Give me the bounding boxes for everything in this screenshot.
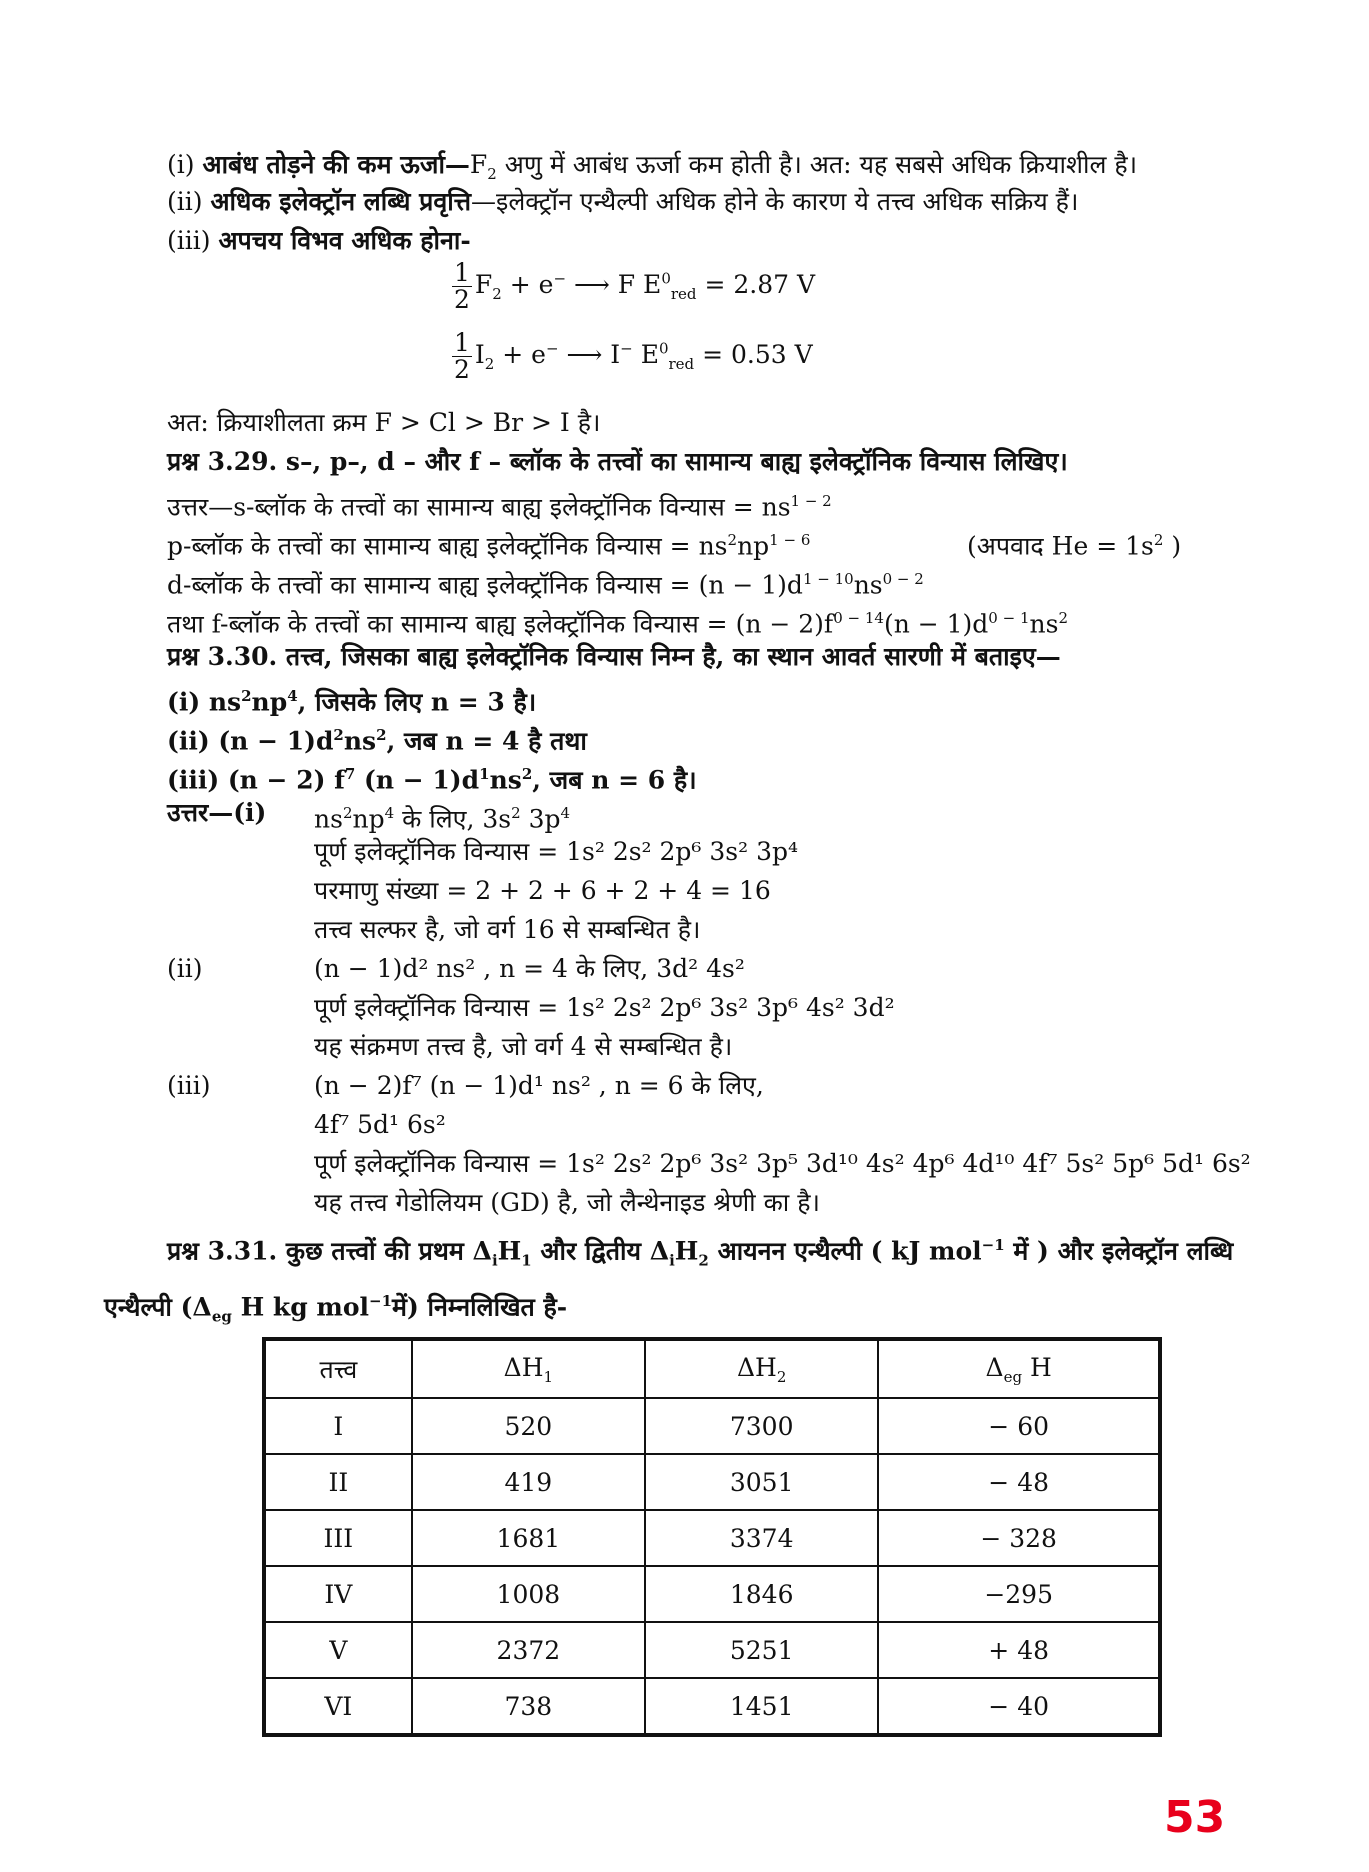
- table-cell: 2372: [412, 1622, 645, 1678]
- answer-p-block: p-ब्लॉक के तत्त्वों का सामान्य बाह्य इलेक्ट्रॉनिक विन्यास = $ns^2np^{1 - 6}$ (अपवाद $He = 1s^2$ ): [167, 523, 810, 563]
- line-reactivity-order: अत: क्रियाशीलता क्रम F > Cl > Br > I है।: [167, 408, 601, 437]
- question-3-29: प्रश्न 3.29. s–, p–, d – और f – ब्लॉक के तत्त्वों का सामान्य बाह्य इलेक्ट्रॉनिक विन्यास लिखिए।: [167, 447, 1068, 476]
- line-low-bond-energy: (i) आबंध तोड़ने की कम $ऊर्जा—F_2$ अणु में आबंध ऊर्जा कम होती है। अत: यह सबसे अधिक क्रियाशील है।: [167, 150, 1138, 183]
- equation-fluorine: $\frac{1}{2}$ $F_2 + e^-$ ⟶ F $E^0_{red} = 2.87$ V: [454, 258, 816, 314]
- table-cell: − 40: [878, 1678, 1160, 1735]
- answer-i-line2: पूर्ण इलेक्ट्रॉनिक विन्यास = 1s² 2s² 2p⁶ 3s² 3p⁴: [314, 837, 799, 866]
- table-cell: IV: [264, 1566, 412, 1622]
- header-dh2: $\Delta H_2$: [645, 1339, 878, 1398]
- table-cell: 520: [412, 1398, 645, 1454]
- answer-iii-line2: 4f⁷ 5d¹ 6s²: [314, 1110, 446, 1139]
- question-3-30-iii: (iii) (n − 2) $f^7$ $(n - 1)d^1ns^2$, जब n = 6 है।: [167, 765, 697, 795]
- answer-iii-line3: पूर्ण इलेक्ट्रॉनिक विन्यास = 1s² 2s² 2p⁶ 3s² 3p⁵ 3d¹⁰ 4s² 4p⁶ 4d¹⁰ 4f⁷ 5s² 5p⁶ 5d¹ 6s²: [314, 1149, 1251, 1178]
- table-row: [264, 1510, 1160, 1566]
- question-3-30-i: (i) $ns^2np^4$, जिसके लिए n = 3 है।: [167, 687, 537, 717]
- table-cell: 7300: [645, 1398, 878, 1454]
- table-cell: + 48: [878, 1622, 1160, 1678]
- table-cell: 738: [412, 1678, 645, 1735]
- table-row: [264, 1566, 1160, 1622]
- answer-d-block: d-ब्लॉक के तत्त्वों का सामान्य बाह्य इलेक्ट्रॉनिक विन्यास = $(n - 1)d^{1 - 10}ns^{0 - 2}$: [167, 570, 924, 600]
- table-cell: 5251: [645, 1622, 878, 1678]
- table-row: [264, 1398, 1160, 1454]
- header-element: तत्त्व: [264, 1339, 412, 1398]
- table-row: [264, 1622, 1160, 1678]
- answer-f-block: तथा f-ब्लॉक के तत्त्वों का सामान्य बाह्य इलेक्ट्रॉनिक विन्यास = $(n - 2)f^{0 - 14}(n - 1)d^{0 - 1}ns^2$: [167, 609, 1068, 639]
- table-cell: I: [264, 1398, 412, 1454]
- line-electron-gain: (ii) अधिक इलेक्ट्रॉन लब्धि प्रवृत्ति—इलेक्ट्रॉन एन्थैल्पी अधिक होने के कारण ये तत्त्व अधिक सक्रिय हैं।: [167, 187, 1079, 216]
- question-3-31-line2: एन्थैल्पी ($\Delta_{eg}$ H kg mol$^{-1}$में) निम्नलिखित है-: [104, 1292, 568, 1326]
- table-cell: 419: [412, 1454, 645, 1510]
- answer-ii-line2: पूर्ण इलेक्ट्रॉनिक विन्यास = 1s² 2s² 2p⁶ 3s² 3p⁶ 4s² 3d²: [314, 993, 895, 1022]
- answer-iii-line1: (n − 2)f⁷ (n − 1)d¹ ns² , n = 6 के लिए,: [314, 1071, 764, 1100]
- line-reduction-potential: (iii) अपचय विभव अधिक होना-: [167, 226, 471, 255]
- answer-label-iii: (iii): [167, 1071, 211, 1100]
- table-cell: 3051: [645, 1454, 878, 1510]
- table-cell: 1451: [645, 1678, 878, 1735]
- question-3-30-ii: (ii) $(n - 1)d^2ns^2$, जब n = 4 है तथा: [167, 726, 587, 756]
- answer-label-ii: (ii): [167, 954, 203, 983]
- equation-iodine: $\frac{1}{2}$ $I_2 + e^-$ ⟶ I− $E^0_{red} = 0.53$ V: [454, 328, 813, 384]
- table-cell: 1681: [412, 1510, 645, 1566]
- table-cell: VI: [264, 1678, 412, 1735]
- table-row: [264, 1678, 1160, 1735]
- table-header-row: [264, 1339, 1160, 1398]
- answer-iii-line4: यह तत्त्व गेडोलियम (GD) है, जो लैन्थेनाइड श्रेणी का है।: [314, 1188, 820, 1217]
- table-cell: V: [264, 1622, 412, 1678]
- answer-ii-line3: यह संक्रमण तत्त्व है, जो वर्ग 4 से सम्बन्धित है।: [314, 1032, 733, 1061]
- page-number: 53: [1164, 1792, 1226, 1843]
- header-dh1: $\Delta H_1$: [412, 1339, 645, 1398]
- header-deg: $\Delta_{eg}$ H: [878, 1339, 1160, 1398]
- table-cell: − 328: [878, 1510, 1160, 1566]
- answer-s-block: उत्तर—s-ब्लॉक के तत्त्वों का सामान्य बाह्य इलेक्ट्रॉनिक विन्यास = $ns^{1 - 2}$: [167, 492, 832, 522]
- table-cell: 3374: [645, 1510, 878, 1566]
- question-3-30: प्रश्न 3.30. तत्त्व, जिसका बाह्य इलेक्ट्रॉनिक विन्यास निम्न है, का स्थान आवर्त सारणी में बताइए—: [167, 642, 1061, 671]
- table-row: [264, 1454, 1160, 1510]
- enthalpy-table: [262, 1337, 1162, 1737]
- answer-i-line3: परमाणु संख्या = 2 + 2 + 6 + 2 + 4 = 16: [314, 876, 771, 905]
- fraction-half: $\frac{1}{2}$: [454, 258, 470, 314]
- answer-label-i: उत्तर—(i): [167, 798, 267, 827]
- exception-note: (अपवाद $He = 1s^2$ ): [967, 531, 1182, 561]
- table-cell: − 60: [878, 1398, 1160, 1454]
- table-cell: II: [264, 1454, 412, 1510]
- question-3-31-line1: प्रश्न 3.31. कुछ तत्त्वों की प्रथम $\Delta_iH_1$ और द्वितीय $\Delta_iH_2$ आयनन एन्थैल्पी ( kJ mol$^{-1}$ में ) और इलेक्ट्रॉन लब्धि: [167, 1236, 1234, 1270]
- table-cell: 1846: [645, 1566, 878, 1622]
- table-cell: − 48: [878, 1454, 1160, 1510]
- table-cell: 1008: [412, 1566, 645, 1622]
- table-cell: −295: [878, 1566, 1160, 1622]
- answer-i-line1: $ns^2np^4$ के लिए, $3s^2$ $3p^4$: [314, 804, 571, 834]
- table-cell: III: [264, 1510, 412, 1566]
- fraction-half: $\frac{1}{2}$: [454, 328, 470, 384]
- answer-i-line4: तत्त्व सल्फर है, जो वर्ग 16 से सम्बन्धित है।: [314, 915, 701, 944]
- answer-ii-line1: (n − 1)d² ns² , n = 4 के लिए, 3d² 4s²: [314, 954, 745, 983]
